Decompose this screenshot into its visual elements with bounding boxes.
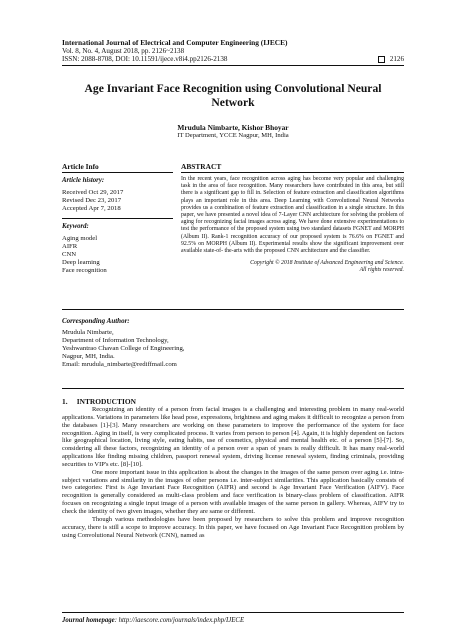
keyword-item: CNN — [62, 251, 77, 259]
divider — [62, 172, 173, 173]
homepage-link[interactable]: : http://iaescore.com/journals/index.php/IJECE — [114, 617, 245, 624]
author-line: Yeshwantrao Chavan College of Engineering, — [62, 345, 185, 353]
journal-name: International Journal of Electrical and Computer Engineering (IJECE) — [62, 38, 288, 47]
corresponding-author — [62, 317, 262, 369]
rights-line: All rights reserved. — [359, 267, 404, 274]
article-info-heading: Article Info — [62, 162, 99, 171]
author-line: Nagpur, MH, India. — [62, 353, 115, 361]
accepted-date: Accepted Apr 7, 2018 — [62, 205, 121, 213]
section-rule — [62, 388, 404, 389]
issn-doi: ISSN: 2088-8708, DOI: 10.11591/ijece.v8i4.pp2126-2138 — [62, 55, 228, 64]
received-date: Received Oct 29, 2017 — [62, 189, 124, 196]
author-email: Email: mrudula_nimbarte@rediffmail.com — [62, 361, 177, 369]
author-affiliation: IT Department, YCCE Nagpur, MH, India — [177, 132, 289, 139]
author-names: Mrudula Nimbarte, Kishor Bhoyar — [177, 123, 289, 132]
paragraph: One more important issue in this application is about the changes in the images of the same person over aging i.e. intra-subject variations and similarity in the images of other persons i.e. inter-subject similarities. This application basically consists of two categories: First is Age Invariant Face Recognition (AIFR) and second is Age Invariant Face Verification (AIFV). Face recognition is generally considered as multi-class problem and face verification is binary-class problem of classification. AIFR focuses on recognizing a single input image of a person with available images of the same person in gallery. Whereas, AIFV try to check the identity of two given images, whether they are same or different. — [62, 468, 404, 515]
keyword-label: Keyword: — [62, 223, 89, 230]
section-heading: 1. INTRODUCTION — [62, 397, 136, 406]
keyword-item: Deep learning — [62, 259, 100, 267]
square-icon — [378, 56, 385, 63]
author-line: Mrudula Nimbarte, — [62, 329, 114, 336]
homepage-label: Journal homepage — [62, 617, 115, 624]
divider — [181, 172, 404, 173]
abstract-heading: ABSTRACT — [181, 162, 222, 171]
page-number-block — [378, 55, 404, 63]
keyword-item: Aging model — [62, 235, 98, 242]
footer-rule — [62, 612, 404, 613]
journal-homepage — [62, 617, 404, 624]
page-number: 2126 — [389, 55, 404, 64]
volume-info: Vol. 8, No. 4, August 2018, pp. 2126~2138 — [62, 47, 185, 55]
header-rule — [62, 65, 404, 66]
corresponding-heading: Corresponding Author: — [62, 317, 130, 325]
divider — [62, 218, 173, 219]
keyword-item: Face recognition — [62, 267, 107, 275]
keyword-item: AIFR — [62, 243, 78, 251]
paper-title: Age Invariant Face Recognition using Convolutional Neural Network — [84, 82, 382, 109]
paragraph: Though various methodologies have been proposed by researchers to solve this problem and improve recognition accuracy, there is still a scope to improve accuracy. In this paper, we have focused on Age Invariant Face Recognition problem by using Convolutional Neural Network (CNN), named as — [62, 515, 404, 539]
article-info-column — [62, 162, 173, 275]
revised-date: Revised Dec 23, 2017 — [62, 197, 122, 205]
history-label: Article history: — [62, 177, 105, 184]
journal-header — [62, 38, 404, 64]
abstract-text: In the recent years, face recognition across aging has become very popular and challenging task in the area of face recognition. Many researchers have contributed in this area, but still there is a significant gap to fill in. Selection of feature extraction and classification algorithms plays an important role in this area. Deep Learning with Convolutional Neural Networks provides us a combination of feature extraction and classification in a single structure. In this paper, we have presented a novel idea of 7-Layer CNN architecture for solving the problem of aging for recognizing facial images across aging. We have done extensive experimentations to test the performance of the proposed system using two standard datasets FGNET and MORPH (Album II). Rank-1 recognition accuracy of our proposed system is 76.6% on FGNET and 92.5% on MORPH (Album II). Experimental results show the significant improvement over available state-of- the-arts with the proposed CNN architecture and the classifier. — [181, 176, 404, 255]
introduction-body — [62, 406, 404, 539]
paragraph: Recognizing an identity of a person from facial images is a challenging and interesting problem in many real-world applications. Variations in parameters like head pose, expressions, brightness and aging makes it difficult to recognize a person from the databases [1]-[3]. Many researchers are working on these parameters to improve the performance of the system for face recognition. Aging in itself, is very complicated process. It varies from person to person [4]. Again, it is highly dependent on factors like geographical location, living style, eating habits, use of cosmetics, physical and mental health etc. of a person [5]-[7]. So, considering all these factors, recognizing an identity of a person over a span of years is really difficult. It has many real-world applications like finding missing children, passport renewal system, driving license renewal system, finding criminals, providing securities to VIP's etc. [8]-[10]. — [62, 406, 404, 468]
author-line: Department of Information Technology, — [62, 337, 169, 345]
copyright-line: Copyright © 2018 Institute of Advanced Engineering and Science. — [250, 260, 404, 267]
divider — [62, 309, 404, 310]
abstract-column — [181, 162, 404, 274]
issn-row — [62, 55, 404, 63]
